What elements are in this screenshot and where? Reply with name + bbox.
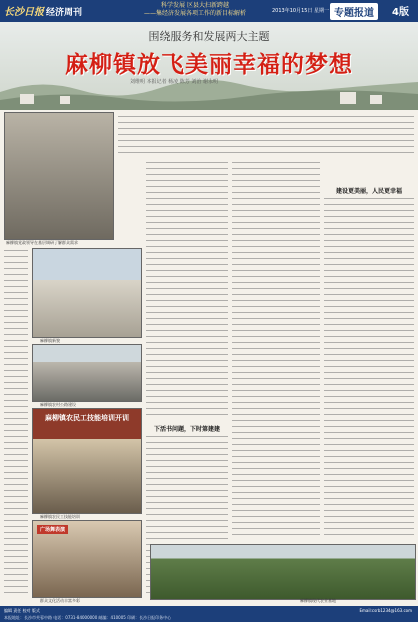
footer-editors: 编辑 责任 校对 版式	[4, 608, 40, 613]
footer	[0, 606, 418, 622]
section-name: 经济周刊	[46, 8, 83, 18]
photo-officials-visit	[4, 112, 114, 240]
body-text-column-2	[232, 160, 320, 540]
footer-address: 本报地址：长沙市芙蓉中路 电话：0731-84000000 邮编：410005 印刷：长沙日报印务中心	[4, 615, 172, 620]
headline-banner	[0, 22, 418, 110]
caption-1: 麻柳镇党政领导在基层调研了解群众需求	[6, 240, 78, 245]
caption-5: 群众文化活动丰富多彩	[40, 598, 80, 603]
photo-town-buildings	[32, 248, 142, 338]
photo-training-session	[32, 408, 142, 514]
body-text-column-3	[324, 196, 414, 540]
slogan-line-2: ——集经济发展各项工作的新目标解析	[143, 10, 246, 17]
section-heading-3: 建设更美丽，人民更幸福	[335, 188, 402, 195]
caption-6: 麻柳镇现代农业基地	[300, 598, 336, 603]
newspaper-logo: 长沙日报	[4, 7, 44, 18]
slogan-line-1: 科学发展 区县大扫新跨越	[161, 2, 229, 9]
byline: 刘维明 本报记者 杨凌 陈芳 刘治 谢永明	[130, 79, 218, 85]
caption-4: 麻柳镇农民工技能培训	[40, 514, 80, 519]
footer-email: Email:csrb1234@163.com	[359, 608, 412, 613]
masthead	[0, 0, 418, 22]
masthead-slogan	[130, 2, 260, 18]
photo-farmland	[150, 544, 416, 600]
event-sign: 广场舞表演	[37, 525, 68, 534]
body-text-column-1	[146, 160, 228, 420]
page-number: 4版	[392, 7, 409, 18]
issue-date: 2013年10月15日 星期一	[272, 8, 330, 14]
intro-paragraph	[118, 114, 414, 154]
training-banner: 麻柳镇农民工技能培训开训	[45, 414, 129, 422]
photo-street	[32, 344, 142, 402]
photo-cultural-event	[32, 520, 142, 598]
report-label: 专题报道	[330, 3, 378, 20]
body-text-left-column	[4, 248, 28, 598]
caption-3: 麻柳镇农村公路建设	[40, 402, 76, 407]
section-heading-2: 下活书问题，下时第建建	[153, 426, 220, 433]
caption-2: 麻柳镇新貌	[40, 338, 60, 343]
headline: 麻柳镇放飞美丽幸福的梦想	[65, 51, 353, 78]
subtitle: 围绕服务和发展两大主题	[148, 30, 270, 43]
